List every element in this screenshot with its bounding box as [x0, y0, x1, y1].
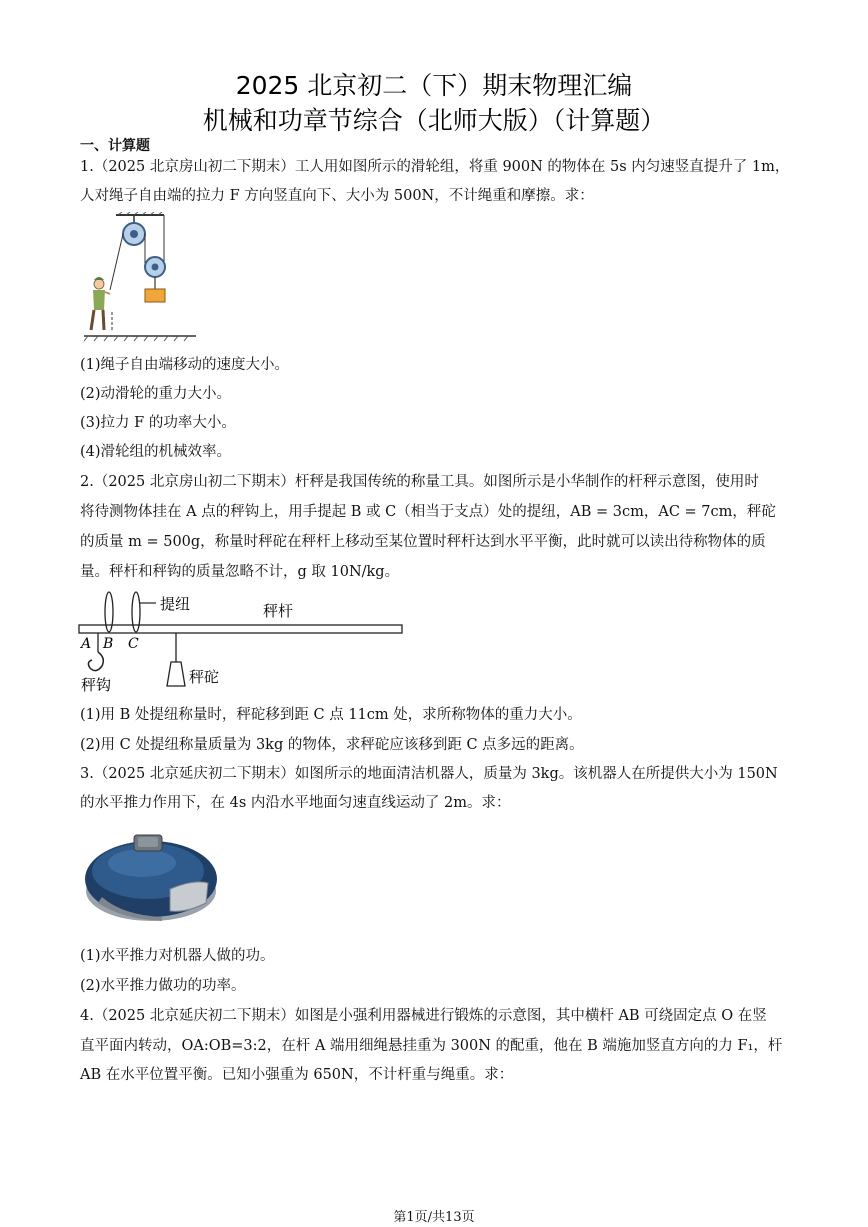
q3-stem-line1: 3.（2025 北京延庆初二下期末）如图所示的地面清洁机器人，质量为 3kg。该机器人在所提供大小为 150N: [80, 766, 778, 782]
q2-stem-line2: 将待测物体挂在 A 点的秤钩上，用手提起 B 或 C（相当于支点）处的提纽，AB = 3cm，AC = 7cm，秤砣: [80, 504, 776, 520]
q1-stem-line1: 1.（2025 北京房山初二下期末）工人用如图所示的滑轮组，将重 900N 的物体在 5s 内匀速竖直提升了 1m，: [80, 159, 790, 175]
q1-sub1: (1)绳子自由端移动的速度大小。: [80, 357, 290, 373]
page-number: 第1页/共13页: [393, 1210, 475, 1225]
q2-stem-line4: 量。秤杆和秤钩的质量忽略不计，g 取 10N/kg。: [80, 564, 400, 580]
label-C: C: [128, 636, 139, 652]
steelyard-figure: [76, 590, 406, 695]
q4-stem-line1: 4.（2025 北京延庆初二下期末）如图是小强利用器械进行锻炼的示意图，其中横杆 AB 可绕固定点 O 在竖: [80, 1008, 767, 1024]
doc-title-line1: 2025 北京初二（下）期末物理汇编: [235, 71, 633, 100]
q3-sub2: (2)水平推力做功的功率。: [80, 978, 246, 994]
label-tiniu: 提纽: [160, 595, 191, 613]
section-title: 一、计算题: [80, 138, 150, 154]
q3-sub1: (1)水平推力对机器人做的功。: [80, 948, 275, 964]
q1-sub4: (4)滑轮组的机械效率。: [80, 444, 232, 460]
q1-sub3: (3)拉力 F 的功率大小。: [80, 415, 236, 431]
doc-title-line2: 机械和功章节综合（北师大版）（计算题）: [202, 106, 666, 135]
label-chenggan: 秤杆: [263, 602, 294, 620]
label-A: A: [81, 636, 92, 652]
label-chenggou: 秤钩: [81, 676, 112, 694]
q3-stem-line2: 的水平推力作用下，在 4s 内沿水平地面匀速直线运动了 2m。求：: [80, 795, 511, 811]
q4-stem-line2: 直平面内转动，OA:OB=3:2，在杆 A 端用细绳悬挂重为 300N 的配重，他在 B 端施加竖直方向的力 F₁，杆: [80, 1038, 783, 1054]
q4-stem-line3: AB 在水平位置平衡。已知小强重为 650N，不计杆重与绳重。求：: [80, 1067, 514, 1083]
pulley-figure: [84, 212, 199, 344]
q1-stem-line2: 人对绳子自由端的拉力 F 方向竖直向下、大小为 500N，不计绳重和摩擦。求：: [80, 188, 594, 204]
q2-sub2: (2)用 C 处提纽称量质量为 3kg 的物体，求秤砣应该移到距 C 点多远的距离。: [80, 737, 584, 753]
robot-vacuum-figure: [82, 823, 220, 925]
label-B: B: [103, 636, 114, 652]
q2-sub1: (1)用 B 处提纽称量时，秤砣移到距 C 点 11cm 处，求所称物体的重力大小。: [80, 707, 582, 723]
q1-sub2: (2)动滑轮的重力大小。: [80, 386, 232, 402]
q2-stem-line3: 的质量 m = 500g，称量时秤砣在秤杆上移动至某位置时秤杆达到水平平衡，此时就可以读出待称物体的质: [80, 534, 766, 550]
label-chengtuo: 秤砣: [189, 668, 220, 686]
q2-stem-line1: 2.（2025 北京房山初二下期末）杆秤是我国传统的称量工具。如图所示是小华制作的杆秤示意图，使用时: [80, 474, 759, 490]
